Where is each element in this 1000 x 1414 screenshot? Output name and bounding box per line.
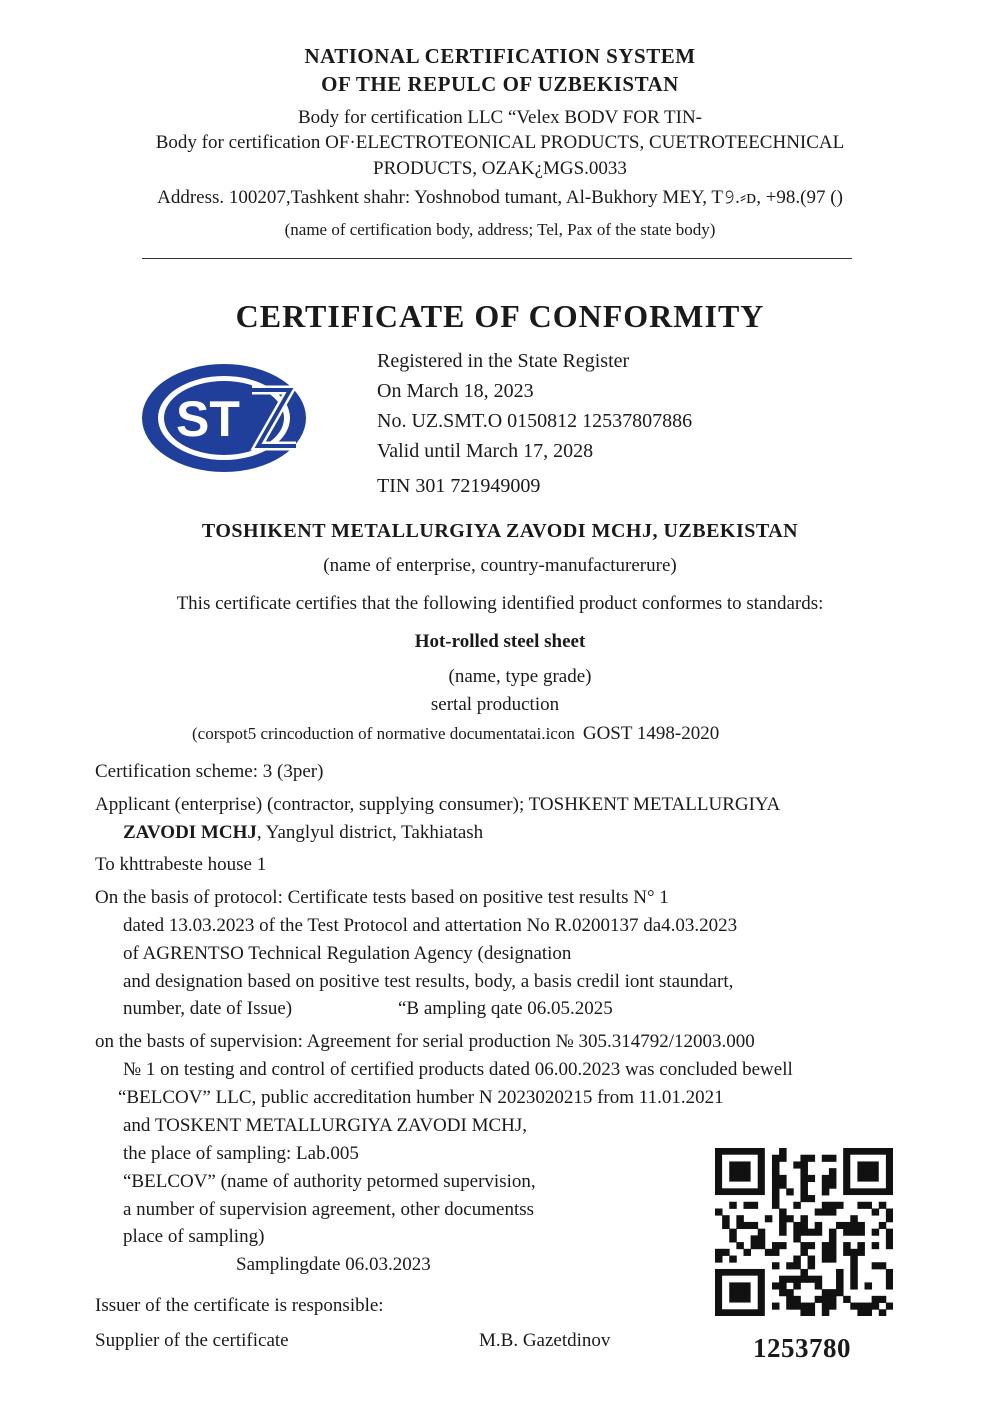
- header-line-3: Body for certification LLC “Velex BODV FOR TIN-: [297, 107, 703, 128]
- supervision-line-1: on the basts of supervision: Agreement for serial production № 305.314792/12003.000: [95, 1031, 755, 1052]
- standard-line: [192, 723, 719, 745]
- standard-caption: (corspot5 crincoduction of normative documentatai.icon: [192, 724, 575, 743]
- header-divider: [142, 258, 852, 259]
- enterprise-caption: (name of enterprise, country-manufacturerure): [323, 555, 677, 576]
- stz-logo-icon: [140, 360, 315, 475]
- header-address: Address. 100207,Tashkent shahr: Yoshnobod tumant, Al-Bukhory MEY, T𝟿.⸗ᴅ, +98.(97 (): [157, 187, 843, 208]
- header-line-2: OF THE REPULC OF UZBEKISTAN: [321, 72, 679, 96]
- supervision-line-6: “BELCOV” (name of authority petormed supervision,: [123, 1171, 536, 1192]
- registered-line: Registered in the State Register: [377, 350, 630, 372]
- logo-text: ST: [176, 391, 240, 447]
- tin-number: TIN 301 721949009: [377, 475, 541, 497]
- supervision-line-3: “BELCOV” LLC, public accreditation humber N 2023020215 from 11.01.2021: [118, 1087, 724, 1108]
- supervision-sampling-date: Samplingdate 06.03.2023: [236, 1254, 431, 1275]
- applicant-line-2: [123, 822, 483, 844]
- protocol-line-1: On the basis of protocol: Certificate tests based on positive test results N° 1: [95, 887, 669, 908]
- supervision-line-2: № 1 on testing and control of certified products dated 06.00.2023 was concluded bewell: [123, 1059, 793, 1080]
- product-name: Hot-rolled steel sheet: [414, 631, 586, 652]
- protocol-line-3: of AGRENTSO Technical Regulation Agency (designation: [123, 943, 572, 964]
- applicant-company: ZAVODI MCHJ: [123, 822, 257, 843]
- qr-code-icon: [715, 1148, 893, 1316]
- supplier-name: M.B. Gazetdinov: [479, 1330, 611, 1351]
- protocol-line-2: dated 13.03.2023 of the Test Protocol and attertation No R.0200137 da4.03.2023: [123, 915, 738, 936]
- supervision-line-5: the place of sampling: Lab.005: [123, 1143, 359, 1164]
- production-type: sertal production: [430, 694, 560, 715]
- certification-scheme: Certification scheme: 3 (3per): [95, 761, 324, 782]
- registration-date: On March 18, 2023: [377, 380, 534, 402]
- certificate-title: CERTIFICATE OF CONFORMITY: [235, 298, 765, 334]
- valid-until: Valid until March 17, 2028: [377, 440, 594, 462]
- supervision-line-8: place of sampling): [123, 1226, 265, 1247]
- protocol-line-5a: number, date of Issue): [123, 998, 293, 1019]
- enterprise-name: TOSHIKENT METALLURGIYA ZAVODI MCHJ, UZBEKISTAN: [201, 520, 799, 542]
- issuer-statement: Issuer of the certificate is responsible:: [95, 1295, 384, 1316]
- protocol-line-4: and designation based on positive test results, body, a basis credil iont staundart,: [123, 971, 734, 992]
- applicant-line-3: To khttrabeste house 1: [95, 854, 267, 875]
- header-line-1: NATIONAL CERTIFICATION SYSTEM: [304, 44, 696, 68]
- registration-number: No. UZ.SMT.O 0150812 12537807886: [377, 410, 693, 432]
- applicant-location: , Yanglyul district, Takhiatash: [256, 822, 484, 843]
- header-line-4: Body for certification OF·ELECTROTEONICAL PRODUCTS, CUETROTEECHNICAL: [155, 132, 845, 153]
- applicant-line-1: Applicant (enterprise) (contractor, supplying consumer); TOSHKENT METALLURGIYA: [95, 794, 781, 815]
- supervision-line-4: and TOSKENT METALLURGIYA ZAVODI MCHJ,: [123, 1115, 528, 1136]
- protocol-sampling-date: “B ampling qate 06.05.2025: [398, 998, 613, 1019]
- header-caption: (name of certification body, address; Tel, Pax of the state body): [284, 220, 716, 239]
- product-caption: (name, type grade): [448, 666, 592, 687]
- serial-number: 1253780: [753, 1333, 851, 1363]
- standard-code: GOST 1498-2020: [582, 723, 720, 744]
- supplier-label: Supplier of the certificate: [95, 1330, 289, 1351]
- header-line-5: PRODUCTS, OZAK¿MGS.0033: [373, 158, 627, 179]
- supervision-line-7: a number of supervision agreement, other documentss: [123, 1199, 535, 1220]
- certifies-statement: This certificate certifies that the following identified product conformes to standards:: [176, 593, 824, 614]
